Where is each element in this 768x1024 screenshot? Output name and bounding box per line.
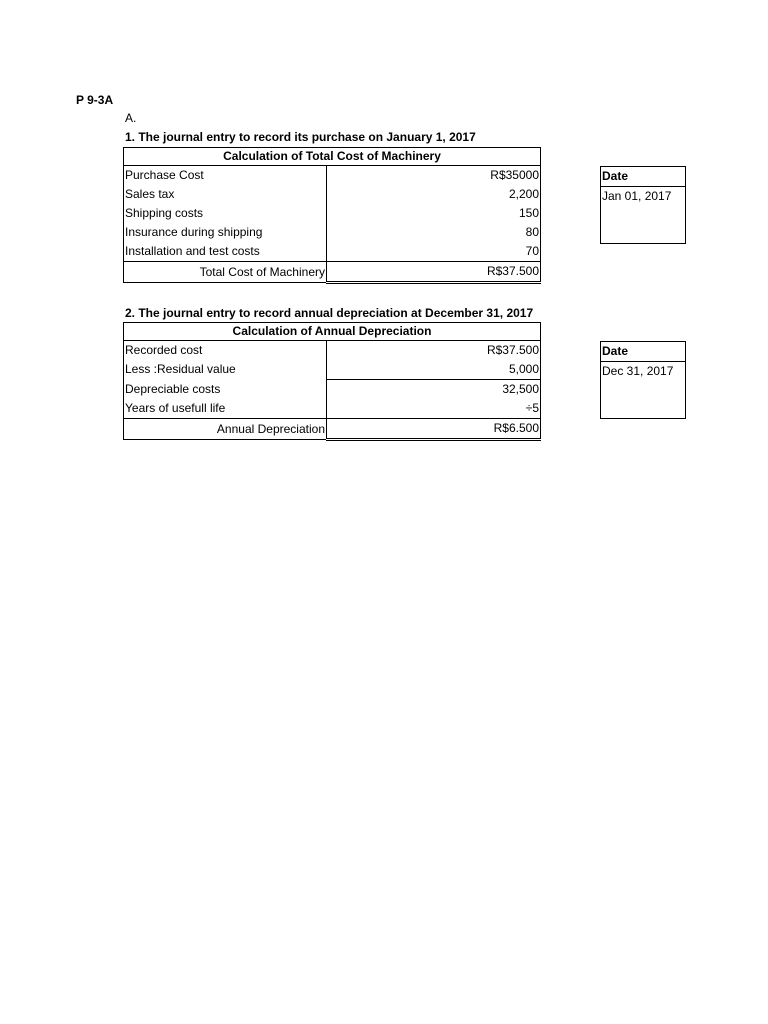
row-value: 80: [327, 223, 541, 242]
row-value: R$35000: [327, 166, 541, 186]
row-value: 32,500: [327, 380, 541, 400]
row-value: 5,000: [327, 360, 541, 380]
table-row: [124, 380, 541, 400]
table-row: [124, 399, 541, 419]
total-value: R$37.500: [327, 262, 541, 283]
row-label: Shipping costs: [124, 204, 327, 223]
section1-heading: 1. The journal entry to record its purchase on January 1, 2017: [125, 130, 476, 144]
purchase-date-box: [600, 166, 686, 244]
total-label: Total Cost of Machinery: [124, 262, 327, 283]
table-row: [124, 204, 541, 223]
table-title: Calculation of Annual Depreciation: [124, 323, 541, 341]
total-row: [124, 262, 541, 283]
table-row: [124, 341, 541, 361]
table-row: [124, 185, 541, 204]
date-header: Date: [601, 167, 685, 187]
table-row: [124, 223, 541, 242]
row-label: Years of usefull life: [124, 399, 327, 419]
table-row: [124, 360, 541, 380]
total-row: [124, 419, 541, 440]
date-value: Jan 01, 2017: [602, 189, 672, 203]
row-label: Insurance during shipping: [124, 223, 327, 242]
section2-heading: 2. The journal entry to record annual depreciation at December 31, 2017: [125, 306, 534, 320]
row-value: 2,200: [327, 185, 541, 204]
row-label: Depreciable costs: [124, 380, 327, 400]
row-value: ÷5: [327, 399, 541, 419]
row-value: 150: [327, 204, 541, 223]
problem-id: P 9-3A: [76, 93, 114, 107]
table-title: Calculation of Total Cost of Machinery: [124, 148, 541, 166]
total-label: Annual Depreciation: [124, 419, 327, 440]
depreciation-date-box: [600, 341, 686, 419]
table-row: [124, 166, 541, 186]
machinery-cost-table: [123, 147, 541, 284]
row-label: Purchase Cost: [124, 166, 327, 186]
depreciation-table: [123, 322, 541, 441]
total-value: R$6.500: [327, 419, 541, 440]
row-label: Installation and test costs: [124, 242, 327, 262]
row-label: Recorded cost: [124, 341, 327, 361]
part-label: A.: [125, 111, 137, 125]
date-header: Date: [601, 342, 685, 362]
row-value: R$37.500: [327, 341, 541, 361]
date-value: Dec 31, 2017: [602, 364, 674, 378]
row-label: Sales tax: [124, 185, 327, 204]
table-row: [124, 242, 541, 262]
row-value: 70: [327, 242, 541, 262]
row-label: Less :Residual value: [124, 360, 327, 380]
